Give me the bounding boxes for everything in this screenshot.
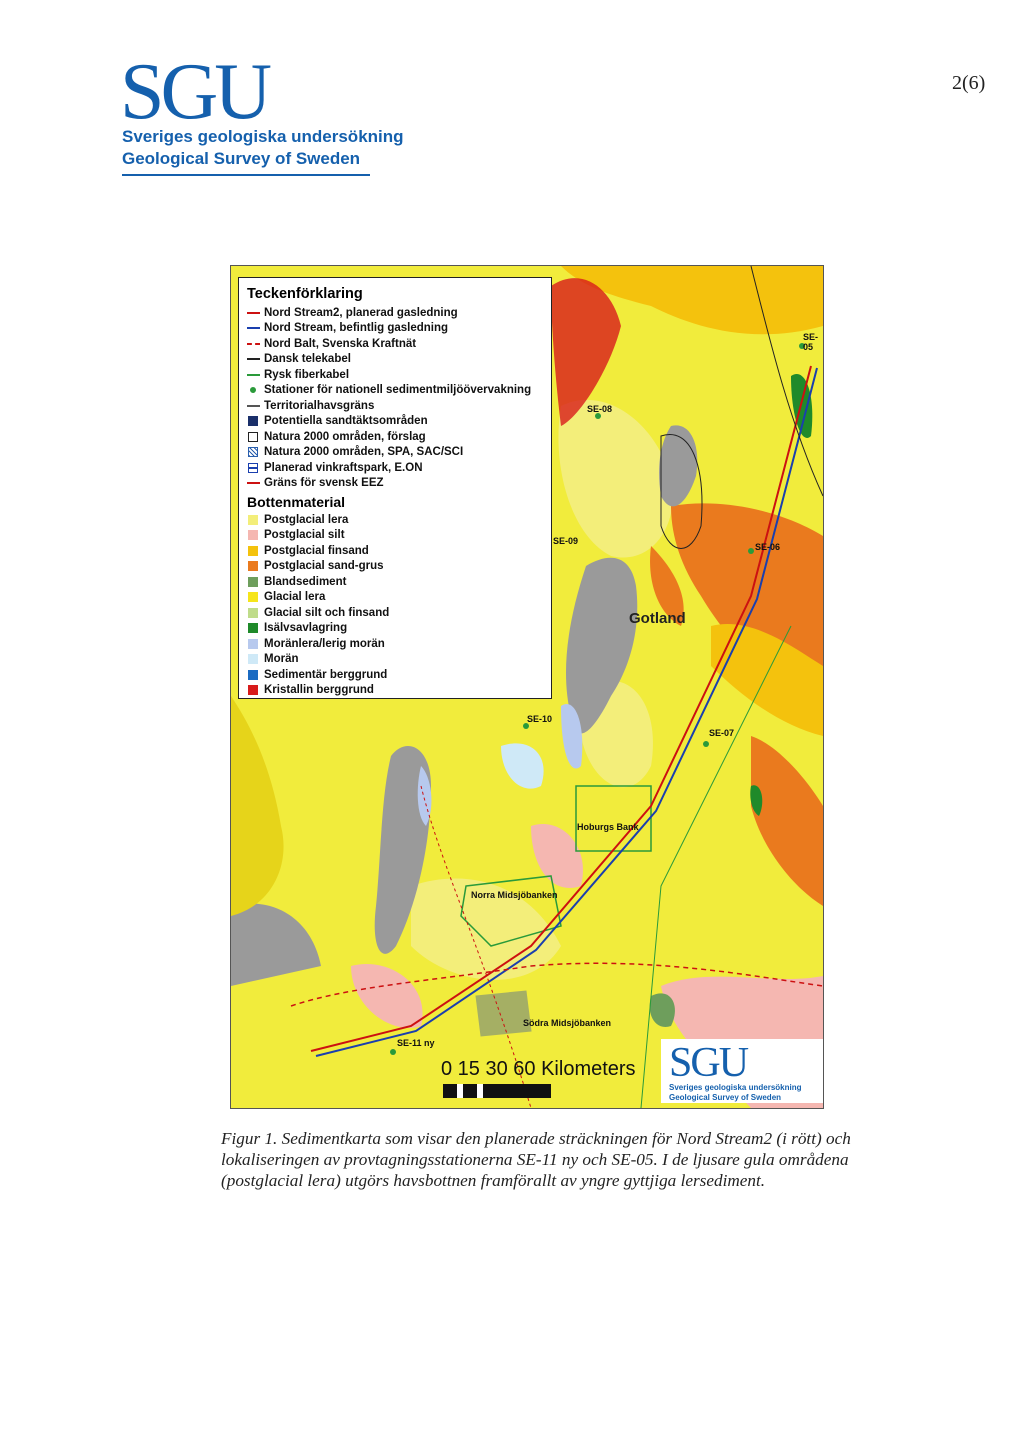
legend-item xyxy=(247,429,551,445)
legend-swatch xyxy=(247,670,261,680)
legend-item xyxy=(247,305,551,321)
map-label-se09: SE-09 xyxy=(553,536,579,546)
legend-swatch xyxy=(247,546,261,556)
legend-material-item xyxy=(247,667,551,683)
logo-rule xyxy=(122,174,370,176)
legend-material-label: Glacial silt och finsand xyxy=(264,606,390,619)
legend-swatch xyxy=(247,530,261,540)
legend-swatch xyxy=(247,577,261,587)
logo-text: SGU xyxy=(120,48,269,136)
legend-material-label: Postglacial sand-grus xyxy=(264,560,384,573)
legend-item-label: Rysk fiberkabel xyxy=(264,368,350,381)
inset-logo-text: SGU xyxy=(669,1040,748,1086)
legend-material-title: Bottenmaterial xyxy=(247,494,346,510)
legend-symbol xyxy=(247,401,261,411)
legend-swatch xyxy=(247,639,261,649)
map-label-se08: SE-08 xyxy=(587,404,613,414)
legend-line-list xyxy=(247,305,551,491)
legend-material-item xyxy=(247,621,551,637)
legend-item-label: Nord Stream, befintlig gasledning xyxy=(264,322,449,335)
legend-material-item xyxy=(247,512,551,528)
legend-symbol xyxy=(247,385,261,395)
legend-symbol xyxy=(247,478,261,488)
legend-material-label: Blandsediment xyxy=(264,575,347,588)
legend-swatch xyxy=(247,515,261,525)
legend-item-label: Nord Stream2, planerad gasledning xyxy=(264,306,458,319)
map-label-sodra-midsjobanken: Södra Midsjöbanken xyxy=(523,1018,612,1028)
legend-item xyxy=(247,383,551,399)
legend-material-item xyxy=(247,590,551,606)
legend-item-label: Gräns för svensk EEZ xyxy=(264,477,384,490)
legend-material-label: Isälvsavlagring xyxy=(264,622,348,635)
legend-swatch xyxy=(247,561,261,571)
scale-label: 0 15 30 60 Kilometers xyxy=(441,1058,636,1080)
legend-symbol xyxy=(247,339,261,349)
legend-material-list xyxy=(247,512,551,698)
legend-material-item xyxy=(247,528,551,544)
legend-item-label: Nord Balt, Svenska Kraftnät xyxy=(264,337,417,350)
legend-swatch xyxy=(247,685,261,695)
org-name-english: Geological Survey of Sweden xyxy=(122,149,361,168)
legend-material-label: Kristallin berggrund xyxy=(264,684,374,697)
legend-title: Teckenförklaring xyxy=(247,286,363,302)
map-label-se10: SE-10 xyxy=(527,714,553,724)
map-label-gotland: Gotland xyxy=(629,610,686,627)
legend-item xyxy=(247,445,551,461)
sediment-map xyxy=(230,265,824,1109)
legend-item-label: Natura 2000 områden, förslag xyxy=(264,430,426,443)
legend-item-label: Natura 2000 områden, SPA, SAC/SCI xyxy=(264,446,464,459)
legend-material-item xyxy=(247,574,551,590)
legend-material-item xyxy=(247,636,551,652)
inset-org-english: Geological Survey of Sweden xyxy=(669,1093,782,1102)
inset-sgu-logo xyxy=(661,1039,823,1103)
legend-material-label: Postglacial lera xyxy=(264,513,349,526)
legend-item xyxy=(247,398,551,414)
legend-material-label: Glacial lera xyxy=(264,591,326,604)
figure-caption: Figur 1. Sedimentkarta som visar den planerade sträckningen för Nord Stream2 (i rött) och lokaliseringen av provtagningsstationerna SE-11 ny och SE-05. I de ljusare gula områdena (postglacial lera) utgörs havsbottnen framförallt av yngre gyttjiga lersediment. xyxy=(221,1129,851,1190)
legend-item-label: Stationer för nationell sedimentmiljöövervakning xyxy=(264,384,532,397)
map-label-hoburgs-bank: Hoburgs Bank xyxy=(577,822,639,832)
legend-symbol xyxy=(247,354,261,364)
map-legend xyxy=(238,277,552,699)
legend-item-label: Territorialhavsgräns xyxy=(264,399,375,412)
legend-swatch xyxy=(247,592,261,602)
legend-symbol xyxy=(247,416,261,426)
legend-item xyxy=(247,460,551,476)
legend-symbol xyxy=(247,463,261,473)
map-label-se05: SE-05 xyxy=(803,332,819,352)
legend-item-label: Potentiella sandtäktsområden xyxy=(264,415,428,428)
legend-material-label: Postglacial silt xyxy=(264,529,345,542)
legend-item xyxy=(247,367,551,383)
legend-material-item xyxy=(247,652,551,668)
legend-item xyxy=(247,321,551,337)
legend-item xyxy=(247,476,551,492)
legend-item xyxy=(247,352,551,368)
map-label-se07: SE-07 xyxy=(709,728,735,738)
legend-symbol xyxy=(247,323,261,333)
legend-material-label: Sedimentär berggrund xyxy=(264,668,388,681)
org-name-swedish: Sveriges geologiska undersökning xyxy=(122,127,404,146)
map-label-se11: SE-11 ny xyxy=(397,1038,435,1048)
map-label-norra-midsjobanken: Norra Midsjöbanken xyxy=(471,890,558,900)
inset-org-swedish: Sveriges geologiska undersökning xyxy=(669,1083,802,1092)
legend-symbol xyxy=(247,447,261,457)
legend-item-label: Dansk telekabel xyxy=(264,353,351,366)
legend-symbol xyxy=(247,432,261,442)
legend-material-item xyxy=(247,559,551,575)
scale-bar xyxy=(443,1084,551,1098)
legend-material-item xyxy=(247,543,551,559)
map-label-se06: SE-06 xyxy=(755,542,781,552)
legend-item xyxy=(247,414,551,430)
legend-swatch xyxy=(247,608,261,618)
legend-symbol xyxy=(247,308,261,318)
legend-material-label: Postglacial finsand xyxy=(264,544,369,557)
legend-material-item xyxy=(247,605,551,621)
legend-material-label: Moränlera/lerig morän xyxy=(264,637,385,650)
legend-material-item xyxy=(247,683,551,699)
legend-item-label: Planerad vinkraftspark, E.ON xyxy=(264,461,423,474)
legend-item xyxy=(247,336,551,352)
legend-material-label: Morän xyxy=(264,653,299,666)
legend-swatch xyxy=(247,654,261,664)
legend-symbol xyxy=(247,370,261,380)
page-number: 2(6) xyxy=(952,72,986,94)
legend-swatch xyxy=(247,623,261,633)
